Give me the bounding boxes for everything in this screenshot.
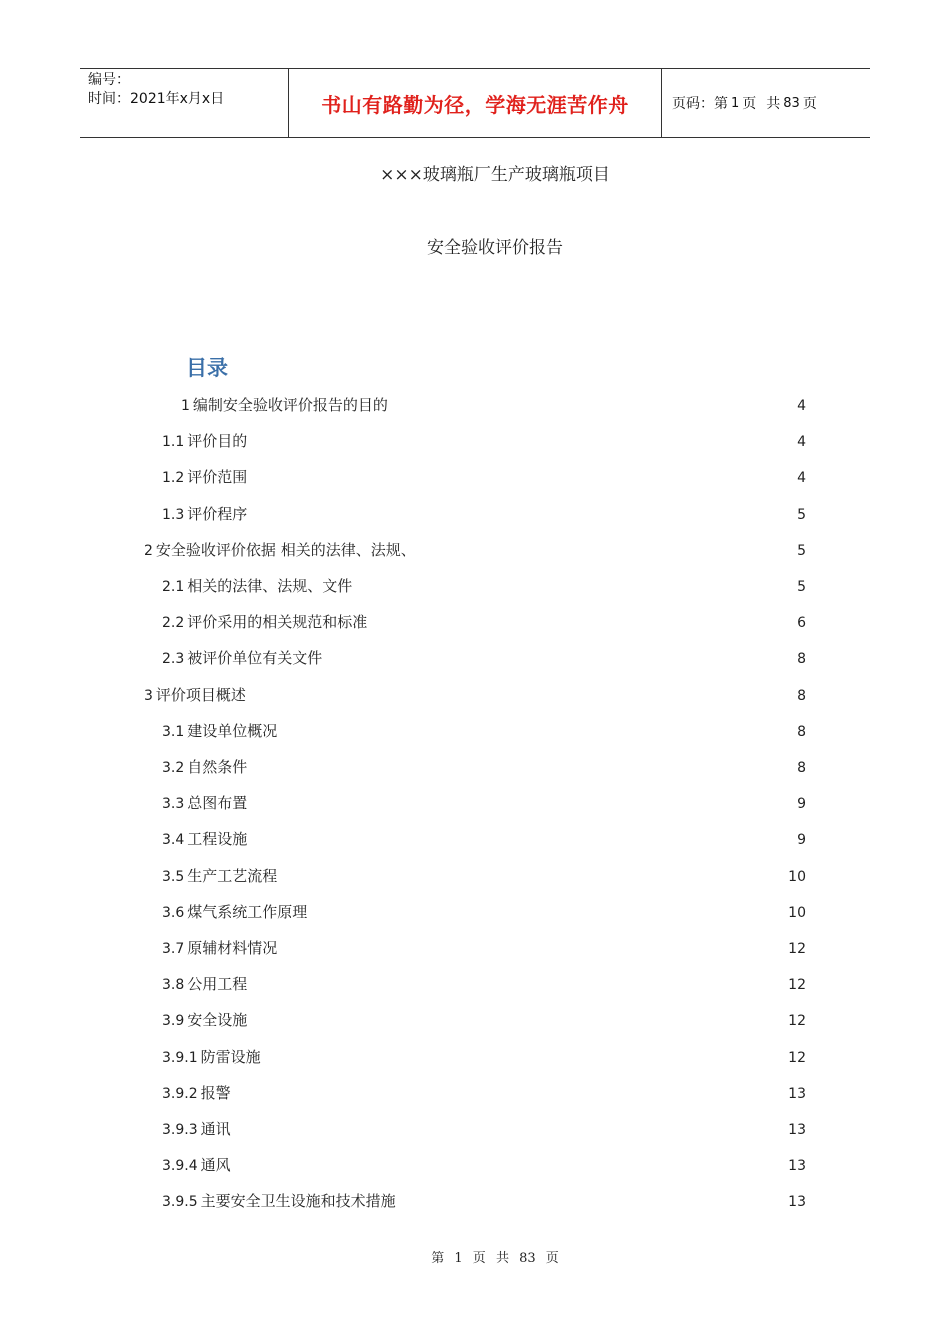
toc-entry-label: 主要安全卫生设施和技术措施 — [200, 1192, 396, 1211]
code-label: 编号： — [88, 72, 130, 88]
toc-entry[interactable] — [181, 394, 806, 418]
toc-entry-label: 公用工程 — [187, 975, 248, 994]
toc-entry-label: 通风 — [200, 1156, 231, 1175]
toc-entry-number: 3.3 — [162, 796, 185, 813]
toc-entry-number: 2.3 — [162, 651, 185, 668]
toc-entry-label: 相关的法律、法规、文件 — [187, 577, 353, 595]
toc-entry[interactable] — [162, 1118, 806, 1142]
toc-entry-number: 3.9.5 — [162, 1194, 198, 1211]
toc-entry[interactable] — [162, 1190, 806, 1214]
toc-entry-label: 评价项目概述 — [155, 685, 246, 704]
page-mid: 页 — [742, 96, 757, 112]
toc-entry-number: 1.3 — [162, 506, 185, 523]
toc-entry-label: 煤气系统工作原理 — [187, 902, 308, 921]
toc-entry-label: 被评价单位有关文件 — [187, 649, 323, 668]
toc-entry-number: 3.7 — [162, 941, 185, 957]
toc-heading: 目录 — [186, 356, 228, 380]
toc-entry-number: 3.9.3 — [162, 1122, 198, 1138]
toc-entry[interactable] — [162, 828, 806, 852]
toc-entry-page: 5 — [797, 542, 806, 559]
toc-entry-label: 评价范围 — [187, 468, 248, 487]
time-label: 时间：2021年x月x日 — [88, 91, 225, 107]
toc-entry-label: 通讯 — [200, 1120, 231, 1138]
toc-entry[interactable] — [162, 1082, 806, 1106]
toc-entry-number: 3 — [144, 687, 153, 704]
toc-entry-number: 2 — [144, 542, 153, 559]
total-prefix: 共 — [766, 96, 781, 112]
toc-entry-page: 4 — [797, 398, 806, 414]
toc-entry-page: 6 — [797, 615, 806, 632]
toc-entry-page: 13 — [788, 1194, 806, 1211]
page-current: 1 — [731, 95, 740, 111]
toc-entry-page: 13 — [788, 1122, 806, 1138]
toc-entry-label: 评价目的 — [187, 432, 248, 451]
toc-entry-number: 3.9.2 — [162, 1085, 198, 1102]
toc-entry[interactable] — [162, 901, 806, 925]
toc-entry[interactable] — [162, 1154, 806, 1178]
document-title: ×××玻璃瓶厂生产玻璃瓶项目 — [380, 165, 610, 185]
toc-entry[interactable] — [144, 684, 806, 708]
toc-entry-label: 总图布置 — [187, 794, 248, 813]
toc-entry[interactable] — [162, 430, 806, 454]
toc-entry-number: 3.2 — [162, 760, 185, 776]
footer-prefix: 第 — [431, 1251, 445, 1266]
toc-entry-number: 1.2 — [162, 470, 185, 487]
toc-entry-number: 3.6 — [162, 904, 185, 921]
toc-entry-label: 原辅材料情况 — [187, 939, 278, 957]
toc-entry-page: 8 — [797, 651, 806, 668]
toc-entry-label: 建设单位概况 — [187, 721, 278, 740]
toc-entry-page: 13 — [788, 1158, 806, 1175]
toc-entry[interactable] — [162, 865, 806, 889]
toc-entry[interactable] — [162, 1046, 806, 1070]
document-subtitle: 安全验收评价报告 — [427, 238, 563, 258]
toc-entry-page: 4 — [797, 470, 806, 487]
header-meta — [80, 69, 289, 137]
footer-mid: 页 — [472, 1251, 486, 1266]
footer-current: 1 — [454, 1251, 463, 1266]
toc-entry-page: 5 — [797, 506, 806, 523]
toc-entry-label: 评价程序 — [187, 504, 248, 523]
toc-entry[interactable] — [162, 792, 806, 816]
toc-entry-number: 3.1 — [162, 723, 185, 740]
toc-entry-label: 防雷设施 — [200, 1047, 261, 1066]
toc-entry[interactable] — [162, 973, 806, 997]
toc-entry[interactable] — [162, 720, 806, 744]
toc-entry-page: 12 — [788, 1049, 806, 1066]
toc-entry[interactable] — [162, 937, 806, 961]
toc-entry-page: 8 — [797, 723, 806, 740]
page-total: 83 — [783, 95, 800, 111]
toc-entry-number: 3.8 — [162, 977, 185, 994]
toc-entry-page: 12 — [788, 977, 806, 994]
page-footer — [0, 1247, 950, 1266]
toc-entry-page: 10 — [788, 904, 806, 921]
toc-entry-number: 3.4 — [162, 832, 185, 849]
toc-entry-page: 9 — [797, 796, 806, 813]
toc-entry-label: 自然条件 — [187, 758, 248, 776]
toc-entry-number: 3.9.1 — [162, 1049, 198, 1066]
toc-entry-number: 1 — [181, 398, 190, 414]
toc-entry[interactable] — [162, 647, 806, 671]
toc-entry-number: 1.1 — [162, 434, 185, 451]
toc-entry-label: 评价采用的相关规范和标准 — [187, 613, 368, 632]
page-header — [80, 68, 870, 138]
toc-entry-number: 3.9.4 — [162, 1158, 198, 1175]
toc-entry-page: 8 — [797, 687, 806, 704]
toc-entry[interactable] — [162, 611, 806, 635]
toc-entry-label: 报警 — [200, 1083, 231, 1102]
toc-entry-label: 安全设施 — [187, 1011, 248, 1030]
total-suffix: 页 — [802, 96, 817, 112]
toc-entry-page: 9 — [797, 832, 806, 849]
toc-entry-label: 生产工艺流程 — [187, 866, 278, 885]
header-motto: 书山有路勤为径，学海无涯苦作舟 — [289, 69, 662, 137]
toc-entry[interactable] — [162, 1009, 806, 1033]
toc-entry-page: 13 — [788, 1085, 806, 1102]
footer-suffix: 页 — [545, 1251, 559, 1266]
page-prefix: 页码：第 — [672, 96, 728, 112]
toc-entry-page: 8 — [797, 760, 806, 776]
toc-entry-page: 12 — [788, 941, 806, 957]
toc-entry-label: 安全验收评价依据 相关的法律、法规、 — [155, 540, 416, 559]
toc-entry-label: 工程设施 — [187, 830, 248, 849]
toc-entry-page: 12 — [788, 1013, 806, 1030]
toc-entry-number: 2.1 — [162, 579, 185, 595]
footer-total-prefix: 共 — [495, 1251, 509, 1266]
toc-entry[interactable] — [162, 503, 806, 527]
footer-total: 83 — [519, 1251, 536, 1266]
toc-entry-number: 3.9 — [162, 1013, 185, 1030]
toc-entry-page: 4 — [797, 434, 806, 451]
toc-entry[interactable] — [162, 575, 806, 599]
toc-entry-label: 编制安全验收评价报告的目的 — [192, 396, 388, 414]
toc-entry-number: 3.5 — [162, 868, 185, 885]
toc-entry[interactable] — [162, 756, 806, 780]
toc-entry[interactable] — [144, 539, 806, 563]
toc-entry[interactable] — [162, 466, 806, 490]
header-page-info — [662, 69, 870, 137]
toc-entry-page: 10 — [788, 868, 806, 885]
toc-entry-number: 2.2 — [162, 615, 185, 632]
toc-entry-page: 5 — [797, 579, 806, 595]
